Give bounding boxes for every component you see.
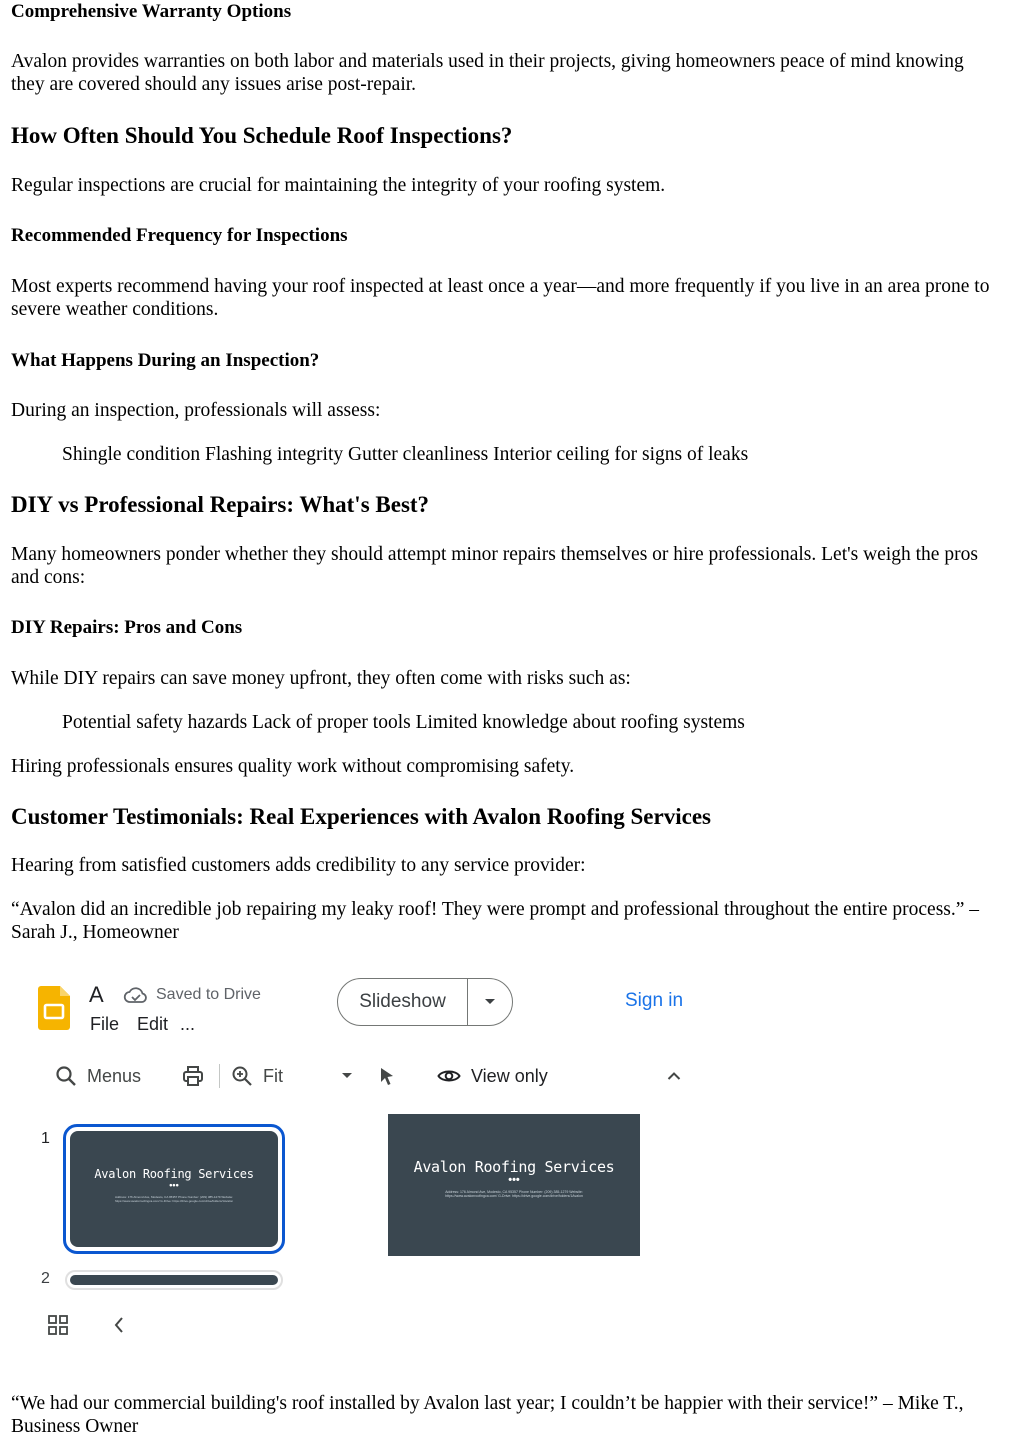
testimonial-1: “Avalon did an incredible job repairing my leaky roof! They were prompt and professional throughout the entire process.” – Sarah J., Homeowner <box>11 899 980 943</box>
diy-proscons-heading: DIY Repairs: Pros and Cons <box>11 617 243 638</box>
saved-status <box>124 986 261 1004</box>
testimonial-2: “We had our commercial building's roof installed by Avalon last year; I couldn’t be happier with their service!” – Mike T., Business Owner <box>11 1393 964 1437</box>
thumbnail-slide-details: Address: 176 Almond Ave, Modesto, CA 95357 Phone Number: (209) 385-1279 Website: https://www.avalonroofingca.com/ G-Drive: https://drive.google.com/drive/folders/1Avalon <box>114 1195 234 1203</box>
diy-risks-intro: While DIY repairs can save money upfront, they often come with risks such as: <box>11 668 631 689</box>
print-button[interactable] <box>182 1060 204 1092</box>
during-intro: During an inspection, professionals will assess: <box>11 400 381 421</box>
eye-icon <box>437 1067 461 1085</box>
during-list: Shingle condition Flashing integrity Gutter cleanliness Interior ceiling for signs of leaks <box>62 444 749 465</box>
diy-heading: DIY vs Professional Repairs: What's Best? <box>11 492 430 517</box>
menus-label: Menus <box>87 1065 142 1086</box>
diy-risks-list: Potential safety hazards Lack of proper tools Limited knowledge about roofing systems <box>62 712 745 733</box>
hiring-paragraph: Hiring professionals ensures quality work without compromising safety. <box>11 756 575 777</box>
main-slide-title: Avalon Roofing Services <box>413 1158 615 1176</box>
grid-view-icon[interactable] <box>47 1314 69 1336</box>
saved-status-label: Saved to Drive <box>156 986 261 1003</box>
menus-button[interactable] <box>55 1060 141 1092</box>
menu-file[interactable]: File <box>90 1014 120 1034</box>
warranty-heading: Comprehensive Warranty Options <box>11 1 292 22</box>
search-icon <box>55 1065 77 1087</box>
zoom-button[interactable] <box>231 1060 283 1092</box>
view-only-button[interactable] <box>437 1060 548 1092</box>
google-slides-logo[interactable] <box>38 986 70 1030</box>
print-icon <box>182 1065 204 1087</box>
view-only-label: View only <box>471 1065 548 1086</box>
pointer-icon <box>377 1065 397 1087</box>
google-slides-embed <box>11 968 731 1358</box>
cloud-done-icon <box>124 986 148 1004</box>
slide-thumbnail-preview <box>70 1131 278 1247</box>
slide-thumbnail-2[interactable] <box>65 1270 283 1280</box>
toolbar <box>11 1060 711 1092</box>
slideshow-dropdown-button[interactable] <box>468 979 512 1025</box>
toolbar-divider <box>219 1064 220 1088</box>
slide-number-2: 2 <box>41 1270 50 1287</box>
zoom-label: Fit <box>263 1065 283 1086</box>
diy-intro: Many homeowners ponder whether they should attempt minor repairs themselves or hire professionals. Let's weigh the pros and cons: <box>11 544 978 588</box>
slide-number-1: 1 <box>41 1130 50 1147</box>
slide-main-view <box>388 1114 640 1256</box>
sign-in-link[interactable]: Sign in <box>625 990 684 1011</box>
slideshow-button[interactable]: Slideshow <box>338 979 468 1025</box>
document-title[interactable]: A <box>89 982 104 1007</box>
slide-thumbnail-1[interactable] <box>63 1124 285 1254</box>
frequency-paragraph: Most experts recommend having your roof inspected at least once a year—and more frequently if you live in an area prone to severe weather conditions. <box>11 276 990 320</box>
inspections-intro: Regular inspections are crucial for maintaining the integrity of your roofing system. <box>11 175 666 196</box>
thumbnail-slide-title: Avalon Roofing Services <box>94 1167 254 1181</box>
thumbnail-slide-dots: ••• <box>169 1180 179 1190</box>
chevron-left-icon[interactable] <box>112 1314 126 1336</box>
caret-down-icon <box>484 998 496 1006</box>
zoom-dropdown[interactable] <box>341 1060 353 1092</box>
testimonials-intro: Hearing from satisfied customers adds credibility to any service provider: <box>11 855 586 876</box>
collapse-toolbar-button[interactable] <box>667 1060 681 1092</box>
menu-edit[interactable]: Edit <box>137 1014 169 1034</box>
testimonials-heading: Customer Testimonials: Real Experiences with Avalon Roofing Services <box>11 804 711 829</box>
during-heading: What Happens During an Inspection? <box>11 350 320 371</box>
warranty-paragraph: Avalon provides warranties on both labor and materials used in their projects, giving homeowners peace of mind knowing they are covered should any issues arise post-repair. <box>11 51 964 95</box>
inspections-heading: How Often Should You Schedule Roof Inspections? <box>11 123 513 148</box>
select-tool-button[interactable] <box>377 1060 397 1092</box>
main-slide-details: Address: 176 Almond Ave, Modesto, CA 95357 Phone Number: (209) 385-1279 Website: https://www.avalonroofingca.com/ G-Drive: https://drive.google.com/drive/folders/1Avalon <box>445 1190 583 1198</box>
slideshow-button-group <box>337 978 513 1026</box>
menu-more[interactable]: ... <box>180 1014 196 1034</box>
menu-bar <box>90 1014 195 1035</box>
main-slide-dots: ••• <box>508 1174 520 1186</box>
zoom-in-icon <box>231 1065 253 1087</box>
chevron-up-icon <box>667 1071 681 1081</box>
caret-down-icon <box>341 1072 353 1080</box>
frequency-heading: Recommended Frequency for Inspections <box>11 225 348 246</box>
